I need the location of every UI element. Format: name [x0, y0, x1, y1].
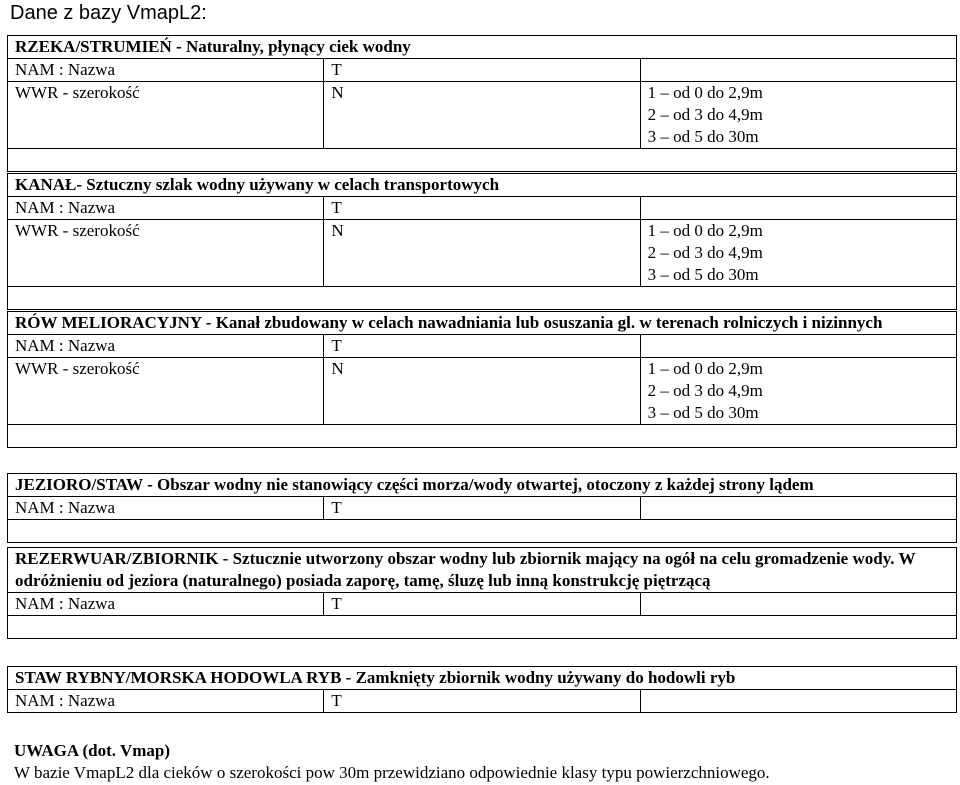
nam-empty [640, 335, 956, 358]
wwr-value: 3 – od 5 do 30m [647, 403, 759, 422]
nam-label: NAM : Nazwa [8, 59, 324, 82]
nam-type: T [324, 593, 640, 616]
section-title: RÓW MELIORACYJNY - Kanał zbudowany w celach nawadniania lub osuszania gl. w terenach rolniczych i nizinnych [8, 312, 957, 335]
wwr-values [640, 82, 956, 149]
nam-empty [640, 497, 956, 520]
nam-type: T [324, 335, 640, 358]
wwr-value: 3 – od 5 do 30m [647, 127, 759, 146]
spacer-row [8, 425, 957, 448]
wwr-value: 3 – od 5 do 30m [647, 265, 759, 284]
nam-label: NAM : Nazwa [8, 197, 324, 220]
nam-label: NAM : Nazwa [8, 690, 324, 713]
section-title: REZERWUAR/ZBIORNIK - Sztucznie utworzony obszar wodny lub zbiornik mający na ogół na celu gromadzenie wody. W odróżnieniu od jeziora (naturalnego) posiada zaporę, tamę, śluzę lub inną konstrukcję piętrzącą [8, 548, 957, 593]
note-block [14, 740, 770, 784]
spacer-row [8, 287, 957, 310]
wwr-label: WWR - szerokość [8, 220, 324, 287]
spacer-row [8, 616, 957, 639]
wwr-label: WWR - szerokość [8, 82, 324, 149]
section-title: KANAŁ- Sztuczny szlak wodny używany w celach transportowych [8, 174, 957, 197]
nam-label: NAM : Nazwa [8, 497, 324, 520]
nam-type: T [324, 690, 640, 713]
nam-empty [640, 593, 956, 616]
page-heading: Dane z bazy VmapL2: [10, 2, 207, 24]
wwr-type: N [324, 220, 640, 287]
wwr-values [640, 220, 956, 287]
nam-empty [640, 59, 956, 82]
section-row-melioracyjny [7, 311, 957, 448]
section-title: STAW RYBNY/MORSKA HODOWLA RYB - Zamknięty zbiornik wodny używany do hodowli ryb [8, 667, 957, 690]
wwr-value: 2 – od 3 do 4,9m [647, 381, 763, 400]
wwr-value: 2 – od 3 do 4,9m [647, 243, 763, 262]
section-title: RZEKA/STRUMIEŃ - Naturalny, płynący ciek wodny [8, 36, 957, 59]
section-kanal [7, 173, 957, 310]
nam-empty [640, 197, 956, 220]
section-rezerwuar [7, 547, 957, 639]
nam-label: NAM : Nazwa [8, 335, 324, 358]
wwr-value: 1 – od 0 do 2,9m [647, 83, 763, 102]
wwr-value: 2 – od 3 do 4,9m [647, 105, 763, 124]
nam-type: T [324, 59, 640, 82]
nam-type: T [324, 197, 640, 220]
wwr-value: 1 – od 0 do 2,9m [647, 359, 763, 378]
spacer-row [8, 520, 957, 543]
note-title: UWAGA (dot. Vmap) [14, 741, 171, 760]
nam-label: NAM : Nazwa [8, 593, 324, 616]
section-title: JEZIORO/STAW - Obszar wodny nie stanowiący części morza/wody otwartej, otoczony z każdej strony lądem [8, 474, 957, 497]
nam-empty [640, 690, 956, 713]
wwr-type: N [324, 82, 640, 149]
nam-type: T [324, 497, 640, 520]
wwr-type: N [324, 358, 640, 425]
wwr-values [640, 358, 956, 425]
wwr-label: WWR - szerokość [8, 358, 324, 425]
section-rzeka [7, 35, 957, 172]
wwr-value: 1 – od 0 do 2,9m [647, 221, 763, 240]
note-body: W bazie VmapL2 dla cieków o szerokości pow 30m przewidziano odpowiednie klasy typu powierzchniowego. [14, 763, 770, 782]
section-jezioro [7, 473, 957, 543]
spacer-row [8, 149, 957, 172]
section-staw-rybny [7, 666, 957, 713]
